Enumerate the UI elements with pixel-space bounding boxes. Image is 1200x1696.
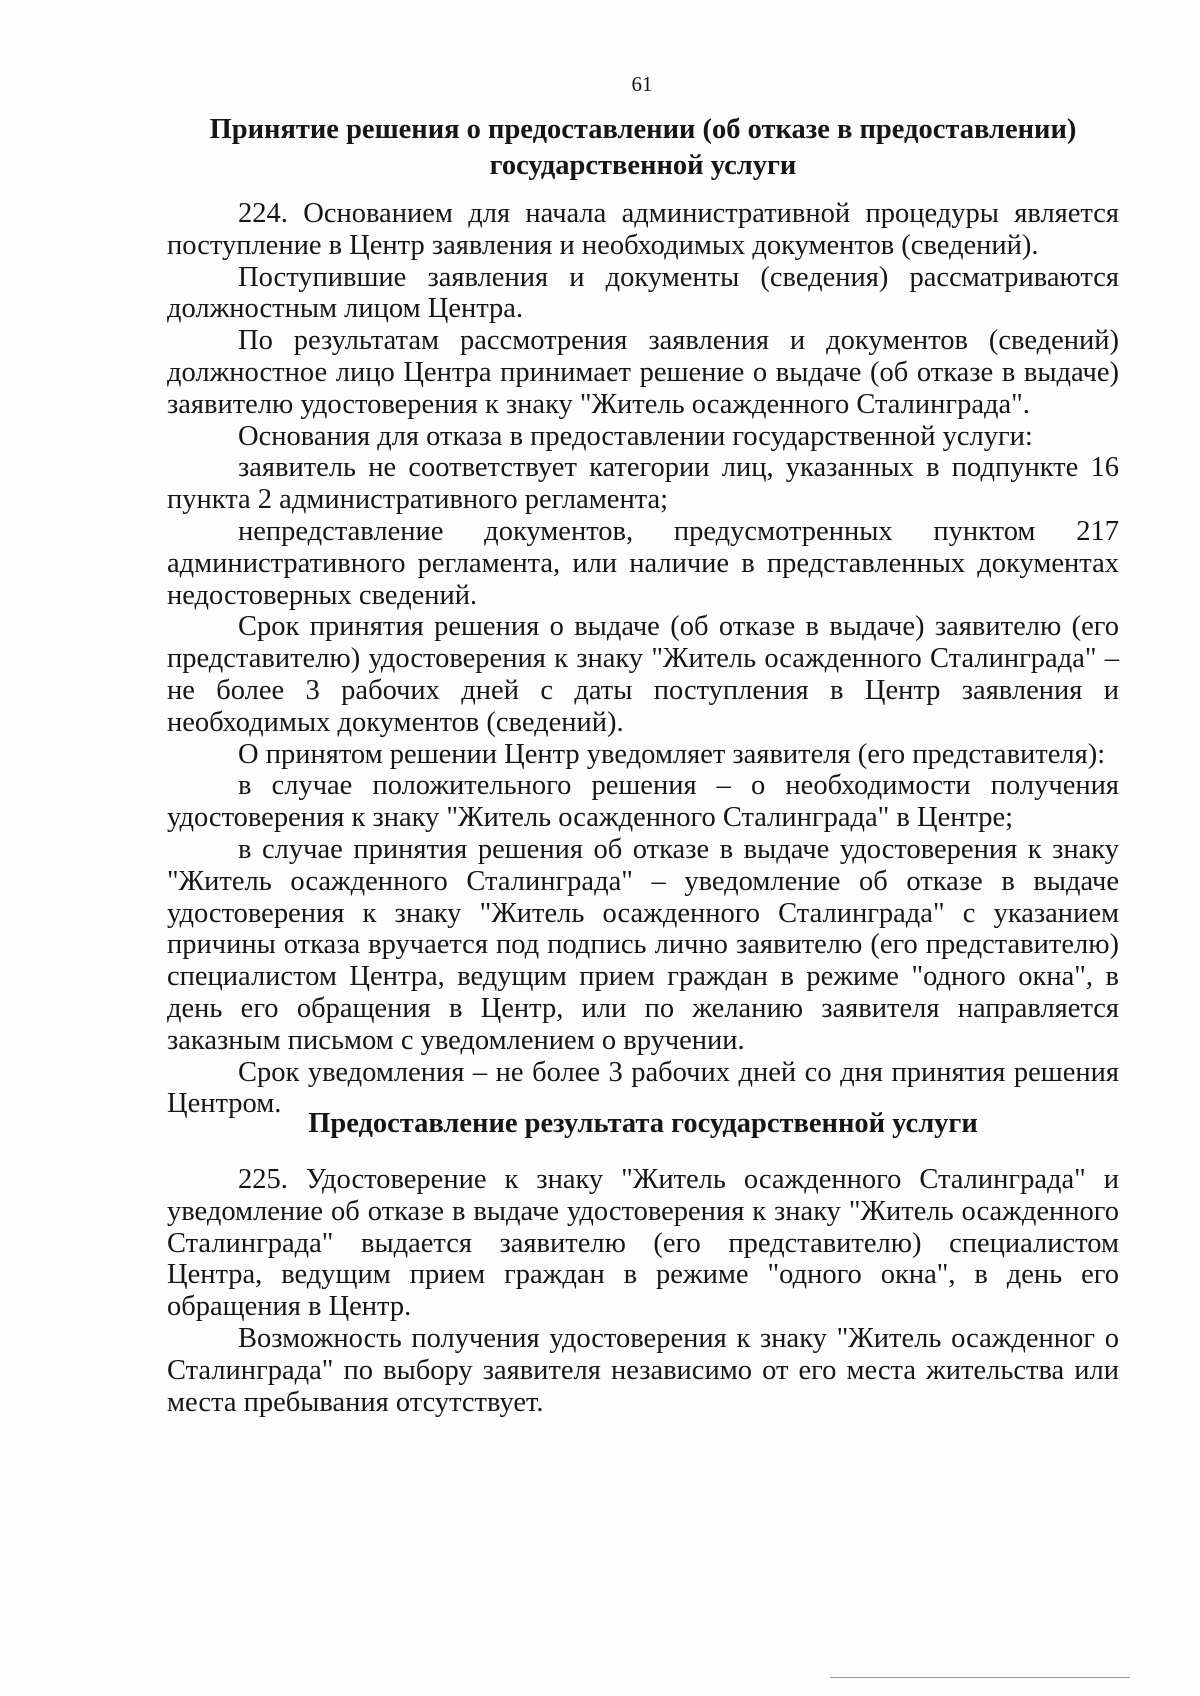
section-heading-result: Предоставление результата государственной услуги	[308, 1108, 978, 1139]
paragraph-refusal-case: в случае принятия решения об отказе в выдаче удостоверения к знаку "Житель осажденного Сталинграда" – уведомление об отказе в выдаче удостоверения к знаку "Житель осажденного Сталинграда" с указанием причины отказа вручается под подпись лично заявителю (его представителю) специалистом Центра, ведущим прием граждан в режиме "одного окна", в день его обращения в Центр, или по желанию заявителя направляется заказным письмом с уведомлением о вручении.	[167, 833, 1119, 1056]
section-heading-decision	[167, 112, 1119, 184]
paragraph-decision-term: Срок принятия решения о выдаче (об отказе в выдаче) заявителю (его представителю) удостоверения к знаку "Житель осажденного Сталинграда" – не более 3 рабочих дней с даты поступления в Центр заявления и необходимых документов (сведений).	[167, 611, 1119, 738]
paragraph-refusal-grounds: Основания для отказа в предоставлении государственной услуги:	[238, 420, 1033, 452]
section-heading-decision-line1: Принятие решения о предоставлении (об отказе в предоставлении)	[209, 114, 1077, 145]
paragraph-notification-term: Срок уведомления – не более 3 рабочих дней со дня принятия решения Центром.	[167, 1056, 1119, 1120]
paragraph-224: 224. Основанием для начала административной процедуры является поступление в Центр заявления и необходимых документов (сведений).	[167, 198, 1119, 261]
paragraph-ground-documents: непредставление документов, предусмотренных пунктом 217 административного регламента, или наличие в представленных документах недостоверных сведений.	[167, 515, 1119, 611]
section-body-result	[167, 1164, 1119, 1418]
section-heading-decision-line2: государственной услуги	[489, 150, 797, 181]
footer-rule	[830, 1677, 1130, 1678]
paragraph-decision: По результатам рассмотрения заявления и документов (сведений) должностное лицо Центра принимает решение о выдаче (об отказе в выдаче) заявителю удостоверения к знаку "Житель осажденного Сталинграда".	[167, 325, 1119, 420]
paragraph-positive-case: в случае положительного решения – о необходимости получения удостоверения к знаку "Житель осажденного Сталинграда" в Центре;	[167, 770, 1119, 834]
paragraph-review: Поступившие заявления и документы (сведения) рассматриваются должностным лицом Центра.	[167, 261, 1119, 325]
page-number: 61	[631, 72, 653, 96]
paragraph-ground-category: заявитель не соответствует категории лиц, указанных в подпункте 16 пункта 2 административного регламента;	[167, 452, 1119, 516]
paragraph-notification: О принятом решении Центр уведомляет заявителя (его представителя):	[238, 738, 1106, 770]
paragraph-225: 225. Удостоверение к знаку "Житель осажденного Сталинграда" и уведомление об отказе в выдаче удостоверения к знаку "Житель осажденного Сталинграда" выдается заявителю (его представителю) специалистом Центра, ведущим прием граждан в режиме "одного окна", в день его обращения в Центр.	[167, 1164, 1119, 1323]
section-body-decision	[167, 198, 1119, 1120]
paragraph-place-of-receipt: Возможность получения удостоверения к знаку "Житель осажденног о Сталинграда" по выбору заявителя независимо от его места жительства или места пребывания отсутствует.	[167, 1322, 1119, 1418]
